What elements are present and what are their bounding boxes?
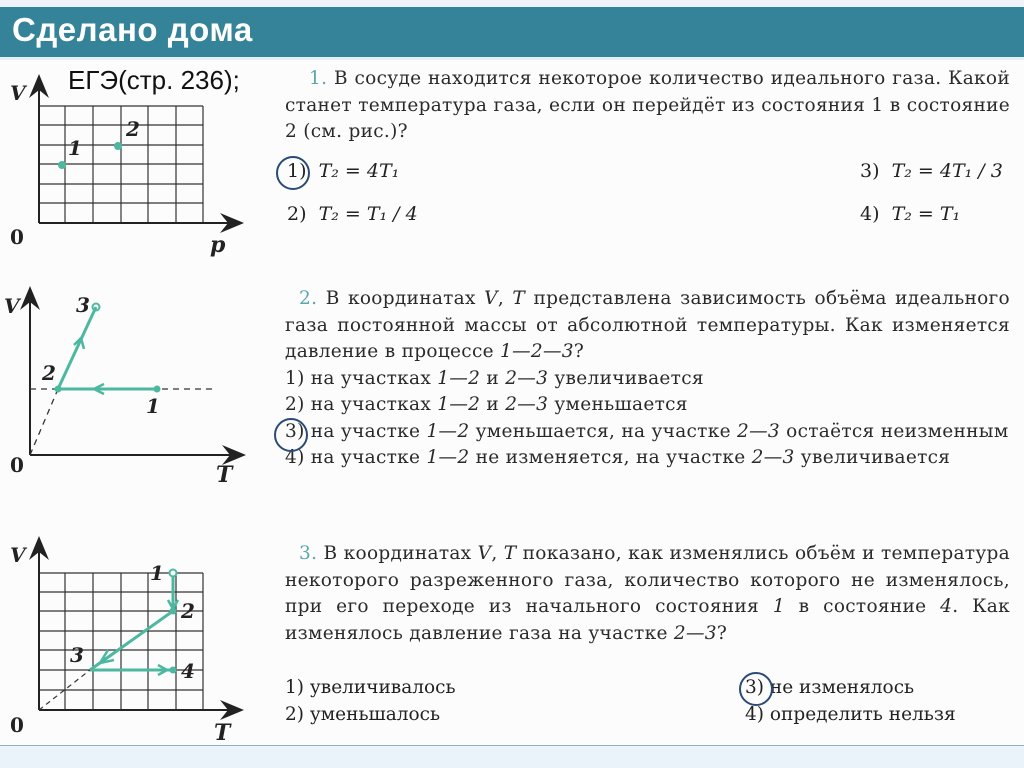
task-3-option-4[interactable]: 4) определить нельзя [745, 704, 956, 725]
ege-reference: ЕГЭ(стр. 236); [68, 65, 240, 95]
task-number: 3. [299, 543, 318, 564]
slide-header [0, 7, 1024, 57]
svg-text:2: 2 [126, 117, 140, 141]
task-2-text: 2. В координатах V, T представлена зависимость объёма идеального газа постоянной массы от абсолютной температуры. Как изменяется давление в процессе 1—2—3? [285, 288, 1010, 362]
svg-text:V: V [10, 81, 26, 105]
answer-circle-mark [276, 156, 310, 190]
task-number: 2. [299, 288, 318, 309]
svg-text:3: 3 [70, 643, 84, 667]
task-1-option-2[interactable]: 2) T₂ = T₁ / 4 [287, 203, 418, 225]
svg-text:3: 3 [76, 293, 90, 317]
task-3-text: 3. В координатах V, T показано, как изменялись объём и температура некоторого разреженного газа, количество которого не изменялось, при его переходе из начального состояния 1 в состояние 4. Как изменялось давление газа на участке 2—3? [285, 543, 1010, 644]
task-2-option-2[interactable]: 2) на участках 1—2 и 2—3 уменьшается [285, 394, 688, 415]
answer-circle-mark [274, 418, 308, 452]
svg-text:T: T [216, 462, 233, 488]
top-strip [0, 0, 1024, 7]
task-2-option-1[interactable]: 1) на участках 1—2 и 2—3 увеличивается [285, 367, 704, 389]
svg-text:V: V [10, 543, 26, 567]
task-2-option-4[interactable]: 4) на участке 1—2 не изменяется, на участке 2—3 увеличивается [285, 447, 951, 468]
figure-3-vt-grid-diagram [0, 535, 280, 745]
task-1-text [285, 66, 1010, 146]
slide-title: Сделано дома [12, 11, 253, 48]
task-1-option-3[interactable]: 3) T₂ = 4T₁ / 3 [860, 160, 1003, 182]
svg-text:0: 0 [10, 225, 24, 249]
svg-text:T: T [214, 720, 231, 745]
task-1 [285, 66, 1010, 146]
task-3-option-1[interactable]: 1) увеличивалось [285, 677, 456, 698]
svg-text:0: 0 [10, 713, 24, 737]
task-1-option-1[interactable]: 1) T₂ = 4T₁ [287, 160, 400, 182]
task-1-option-4[interactable]: 4) T₂ = T₁ [860, 203, 961, 225]
figure-2-vt-diagram [0, 280, 280, 495]
svg-text:2: 2 [42, 361, 56, 385]
svg-text:2: 2 [181, 599, 195, 623]
svg-text:1: 1 [68, 136, 82, 160]
bottom-strip [0, 745, 1024, 768]
svg-text:V: V [4, 294, 20, 318]
figure-1-vp-diagram [0, 60, 280, 270]
task-2-option-3[interactable]: 3) на участке 1—2 уменьшается, на участке 2—3 остаётся неизменным [285, 420, 1009, 442]
svg-text:0: 0 [10, 453, 24, 477]
svg-text:1: 1 [146, 394, 160, 418]
svg-text:1: 1 [150, 561, 164, 585]
task-number: 1. [309, 68, 328, 89]
task-3 [285, 541, 1010, 647]
task-1-question: В сосуде находится некоторое количество идеального газа. Какой станет температура газа, если он перейдёт из состояния 1 в состояние 2 (см. рис.)? [285, 68, 1010, 142]
answer-circle-mark [739, 672, 773, 706]
task-2 [285, 286, 1010, 472]
svg-text:p: p [210, 232, 226, 258]
task-3-option-2[interactable]: 2) уменьшалось [285, 704, 441, 725]
svg-text:4: 4 [181, 659, 195, 683]
task-3-option-3[interactable]: 3) не изменялось [745, 677, 915, 698]
